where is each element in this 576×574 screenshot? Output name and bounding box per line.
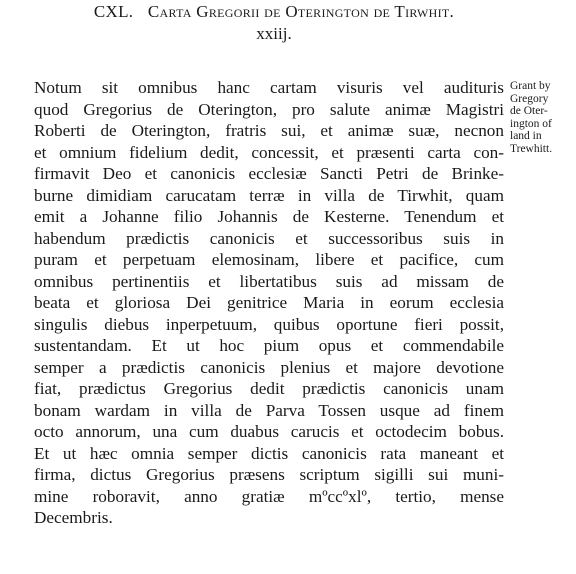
body-line: beata et gloriosa Dei genitrice Maria in eorum ecclesia xyxy=(34,293,504,312)
charter-subline: xxiij. xyxy=(256,24,292,43)
margin-note-line: land in xyxy=(510,130,542,142)
body-line: bonam wardam in villa de Parva Tossen usque ad finem xyxy=(34,400,504,420)
margin-note-line: Trewhitt. xyxy=(510,142,553,155)
margin-note xyxy=(510,80,574,155)
body-line: puram et perpetuam elemosinam, libere et pacifice, cum xyxy=(34,250,504,269)
charter-heading xyxy=(34,2,514,22)
charter-number: CXL. xyxy=(93,2,134,21)
body-line: omnibus pertinentiis et libertatibus suis ad missam de xyxy=(34,271,504,291)
body-line: firma, dictus Gregorius præsens scriptum sigilli sui muni- xyxy=(34,465,504,484)
body-line: Roberti de Oterington, fratris sui, et animæ suæ, necnon xyxy=(34,121,504,140)
body-line: sustentandam. Et ut hoc pium opus et commendabile xyxy=(34,336,504,355)
body-line: Notum sit omnibus hanc cartam visuris vel audituris xyxy=(34,78,504,97)
body-line: fiat, prædictus Gregorius dedit prædictis canonicis unam xyxy=(34,379,504,398)
charter-title: Carta Gregorii de Oterington de Tirwhit. xyxy=(147,2,455,21)
body-line: Et ut hæc omnia semper dictis canonicis rata maneant et xyxy=(34,443,504,463)
body-line: quod Gregorius de Oterington, pro salute animæ Magistri xyxy=(34,99,504,119)
body-line: emit a Johanne filio Johannis de Kesterne. Tenendum et xyxy=(34,207,504,226)
body-line: mine roboravit, anno gratiæ mºccºxlº, tertio, mense xyxy=(34,486,504,506)
body-line: octo annorum, una cum duabus carucis et octodecim bobus. xyxy=(34,422,504,441)
body-line: et omnium fidelium dedit, concessit, et præsenti carta con- xyxy=(34,142,504,162)
body-line: singulis diebus inperpetuum, quibus oportune fieri possit, xyxy=(34,314,504,334)
body-line: firmavit Deo et canonicis ecclesiæ Sancti Petri de Brinke- xyxy=(34,164,504,183)
body-line: habendum prædictis canonicis et successoribus suis in xyxy=(34,228,504,248)
margin-note-line: ington of xyxy=(510,117,552,130)
charter-body xyxy=(34,77,504,529)
body-line: burne dimidiam carucatam terræ in villa de Tirwhit, quam xyxy=(34,185,504,205)
margin-note-line: de Oter- xyxy=(510,105,548,117)
body-line: semper a prædictis canonicis plenius et majore devotione xyxy=(34,357,504,377)
margin-note-line: Grant by xyxy=(510,80,551,92)
margin-note-line: Gregory xyxy=(510,92,549,105)
body-line: Decembris. xyxy=(34,508,113,527)
